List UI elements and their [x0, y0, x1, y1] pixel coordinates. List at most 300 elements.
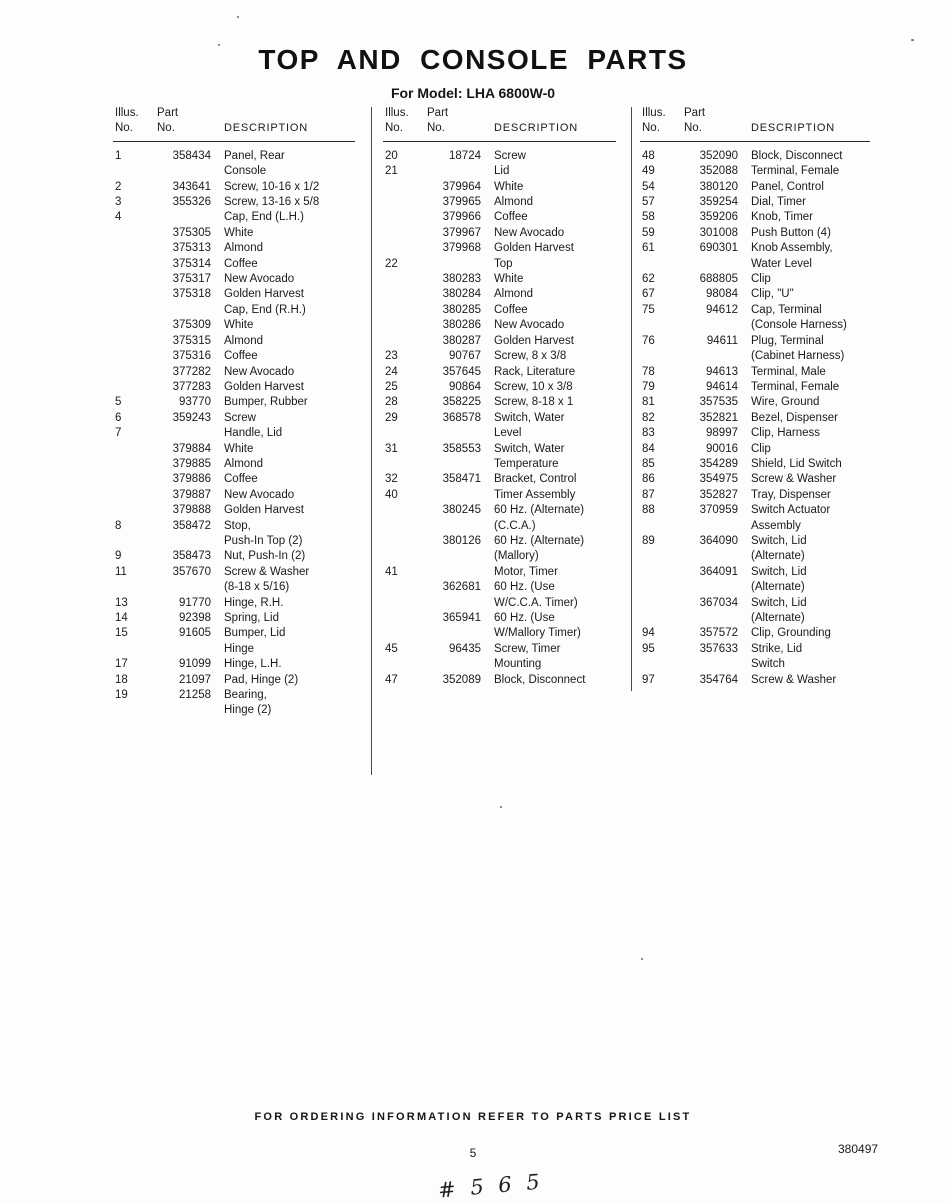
part-no: 379967	[442, 226, 481, 239]
part-no: 380126	[442, 534, 481, 547]
footer-note: FOR ORDERING INFORMATION REFER TO PARTS PRICE LIST	[254, 1111, 692, 1123]
part-no: 354289	[699, 457, 738, 470]
illus-no	[640, 257, 678, 272]
description: Hinge	[224, 642, 255, 655]
header-illus-label: Illus.	[115, 107, 139, 119]
table-row	[640, 642, 880, 673]
illus-no	[113, 703, 151, 718]
illus-no	[383, 226, 421, 241]
table-row	[640, 287, 880, 302]
part-no: 98084	[706, 288, 738, 301]
description: Stop,	[224, 519, 251, 532]
illus-no	[640, 549, 678, 564]
description: Golden Harvest	[224, 504, 304, 517]
part-no: 343641	[172, 180, 211, 193]
table-row	[113, 411, 365, 426]
table-row	[113, 303, 365, 318]
table-row	[383, 226, 626, 241]
part-no: 368578	[442, 411, 481, 424]
part-no: 352821	[699, 411, 738, 424]
page-number: 5	[469, 1146, 477, 1160]
description: (Alternate)	[751, 581, 805, 594]
illus-no: 45	[385, 642, 398, 655]
table-row	[113, 226, 365, 241]
part-no: 380284	[442, 288, 481, 301]
description: (Alternate)	[751, 612, 805, 624]
header-part-label: Part	[157, 107, 179, 119]
illus-no	[640, 565, 678, 580]
table-row	[113, 503, 365, 518]
illus-no	[383, 303, 421, 318]
description: Hinge, L.H.	[224, 658, 282, 671]
table-row	[640, 503, 880, 534]
table-row	[383, 349, 626, 364]
parts-column-2	[383, 106, 626, 688]
illus-no	[383, 657, 421, 672]
part-no	[151, 426, 211, 441]
description: Screw, Timer	[494, 642, 561, 655]
header-spacer	[211, 106, 355, 121]
part-no	[151, 534, 211, 549]
illus-no: 24	[385, 365, 398, 378]
illus-no	[113, 318, 151, 333]
description: Terminal, Female	[751, 165, 840, 178]
table-row	[383, 380, 626, 395]
part-no: 94614	[706, 380, 738, 393]
illus-no: 7	[115, 427, 122, 440]
description: (Cabinet Harness)	[751, 350, 845, 363]
part-no: 352089	[442, 673, 481, 686]
header-part-no: No.	[157, 122, 175, 135]
illus-no: 47	[385, 673, 398, 686]
description: White	[494, 273, 524, 286]
part-no: 357535	[699, 396, 738, 409]
description: Almond	[224, 242, 263, 255]
description: Mounting	[494, 658, 542, 671]
description: Bezel, Dispenser	[751, 411, 838, 424]
table-row	[640, 210, 880, 225]
illus-no: 29	[385, 411, 398, 424]
illus-no: 76	[642, 334, 655, 347]
description: 60 Hz. (Use	[494, 612, 555, 624]
illus-no: 4	[115, 211, 122, 224]
column-divider	[631, 107, 632, 691]
description: Terminal, Male	[751, 365, 826, 378]
table-row	[383, 272, 626, 287]
table-row	[640, 626, 880, 641]
table-row	[640, 442, 880, 457]
part-no: 380245	[442, 504, 481, 517]
table-row	[640, 226, 880, 241]
table-row	[383, 503, 626, 534]
table-row	[640, 241, 880, 272]
table-row	[113, 149, 365, 180]
part-no: 90864	[449, 380, 481, 393]
scan-speck	[218, 44, 220, 46]
illus-no: 32	[385, 473, 398, 486]
header-description: DESCRIPTION	[494, 122, 578, 135]
illus-no	[383, 580, 421, 595]
illus-no: 84	[642, 442, 655, 455]
part-no: 375314	[172, 257, 211, 270]
description: Clip	[751, 442, 771, 455]
part-no: 98997	[706, 427, 738, 440]
part-no: 357670	[172, 565, 211, 578]
illus-no	[113, 349, 151, 364]
description: Hinge (2)	[224, 704, 272, 717]
illus-no	[383, 272, 421, 287]
table-row	[640, 673, 880, 688]
description: Bumper, Lid	[224, 627, 286, 640]
description: Almond	[224, 457, 263, 470]
part-no: 375305	[172, 226, 211, 239]
description: Clip, "U"	[751, 288, 794, 301]
illus-no: 58	[642, 211, 655, 224]
description: Screw & Washer	[751, 673, 837, 686]
illus-no: 54	[642, 180, 655, 193]
description: W/C.C.A. Timer)	[494, 596, 578, 609]
illus-no	[383, 626, 421, 641]
header-spacer	[481, 106, 616, 121]
model-subtitle: For Model: LHA 6800W-0	[390, 85, 556, 101]
illus-no: 83	[642, 427, 655, 440]
part-no	[421, 257, 481, 272]
part-no: 357633	[699, 642, 738, 655]
description: Panel, Rear	[224, 149, 285, 162]
part-no: 359243	[172, 411, 211, 424]
description: Coffee	[224, 350, 258, 363]
illus-no: 3	[115, 196, 122, 209]
illus-no: 19	[115, 689, 128, 702]
illus-no	[113, 534, 151, 549]
illus-no: 85	[642, 457, 655, 470]
description: Coffee	[224, 473, 258, 486]
description: Motor, Timer	[494, 565, 558, 578]
scan-speck	[911, 39, 914, 41]
part-no: 364090	[699, 534, 738, 547]
illus-no	[113, 442, 151, 457]
part-no: 379885	[172, 457, 211, 470]
description: Panel, Control	[751, 180, 824, 193]
table-row	[640, 488, 880, 503]
part-no: 94613	[706, 365, 738, 378]
description: Water Level	[751, 257, 812, 270]
part-no: 94611	[706, 334, 738, 347]
illus-no	[640, 349, 678, 364]
part-no: 377282	[172, 365, 211, 378]
illus-no	[113, 580, 151, 595]
table-row	[640, 180, 880, 195]
table-row	[383, 318, 626, 333]
table-row	[383, 195, 626, 210]
part-no	[151, 210, 211, 225]
illus-no: 22	[385, 257, 398, 270]
illus-no: 9	[115, 550, 122, 563]
part-no: 380120	[699, 180, 738, 193]
table-row	[383, 210, 626, 225]
illus-no	[383, 503, 421, 518]
description: Console	[224, 165, 267, 178]
part-no	[678, 349, 738, 364]
description: Block, Disconnect	[494, 673, 586, 686]
description: Top	[494, 257, 513, 270]
illus-no: 57	[642, 196, 655, 209]
description: Golden Harvest	[224, 380, 304, 393]
description: Screw, 8 x 3/8	[494, 350, 567, 363]
table-row	[113, 365, 365, 380]
table-row	[640, 565, 880, 596]
table-row	[383, 149, 626, 164]
part-no: 358434	[172, 149, 211, 162]
table-row	[113, 195, 365, 210]
illus-no: 15	[115, 627, 128, 640]
illus-no: 79	[642, 380, 655, 393]
description: Hinge, R.H.	[224, 596, 284, 609]
part-no: 357572	[699, 627, 738, 640]
part-no: 96435	[449, 642, 481, 655]
illus-no	[113, 241, 151, 256]
description: Clip, Harness	[751, 427, 821, 440]
part-no: 380286	[442, 319, 481, 332]
table-row	[383, 642, 626, 673]
table-row	[113, 549, 365, 564]
illus-no: 87	[642, 488, 655, 501]
description: Golden Harvest	[494, 242, 574, 255]
description: (8-18 x 5/16)	[224, 581, 290, 594]
scan-speck	[500, 806, 502, 808]
table-row	[113, 180, 365, 195]
illus-no: 1	[115, 149, 122, 162]
description: Knob Assembly,	[751, 242, 833, 255]
part-no: 90016	[706, 442, 738, 455]
description: Screw, 8-18 x 1	[494, 396, 574, 409]
part-no: 354975	[699, 473, 738, 486]
header-spacer	[738, 106, 870, 121]
table-row	[640, 472, 880, 487]
illus-no	[113, 272, 151, 287]
illus-no	[113, 334, 151, 349]
illus-no: 95	[642, 642, 655, 655]
part-no	[678, 657, 738, 672]
part-no: 379886	[172, 473, 211, 486]
table-row	[113, 272, 365, 287]
part-no: 375309	[172, 319, 211, 332]
table-row	[113, 334, 365, 349]
description: (C.C.A.)	[494, 519, 536, 532]
table-row	[383, 534, 626, 565]
illus-no: 61	[642, 242, 655, 255]
description: Pad, Hinge (2)	[224, 673, 299, 686]
illus-no: 89	[642, 534, 655, 547]
description: Switch, Lid	[751, 565, 807, 578]
part-no: 301008	[699, 226, 738, 239]
description: White	[224, 226, 254, 239]
description: Cap, Terminal	[751, 303, 822, 316]
description: Screw, 13-16 x 5/8	[224, 196, 320, 209]
part-no: 375318	[172, 288, 211, 301]
part-no: 21097	[179, 673, 211, 686]
part-no: 367034	[699, 596, 738, 609]
header-part-no: No.	[427, 122, 445, 135]
description: Bracket, Control	[494, 473, 577, 486]
illus-no: 2	[115, 180, 122, 193]
illus-no	[383, 549, 421, 564]
table-row	[113, 472, 365, 487]
description: Screw	[224, 411, 256, 424]
illus-no: 13	[115, 596, 128, 609]
description: Switch, Water	[494, 442, 565, 455]
illus-no	[113, 164, 151, 179]
illus-no	[383, 287, 421, 302]
part-no: 359206	[699, 211, 738, 224]
table-row	[113, 442, 365, 457]
illus-no: 8	[115, 519, 122, 532]
part-no: 354764	[699, 673, 738, 686]
table-row	[113, 657, 365, 672]
part-no: 358472	[172, 519, 211, 532]
illus-no: 20	[385, 149, 398, 162]
illus-no	[383, 426, 421, 441]
illus-no: 49	[642, 165, 655, 178]
table-row	[113, 457, 365, 472]
table-row	[113, 688, 365, 719]
illus-no: 6	[115, 411, 122, 424]
description: Timer Assembly	[494, 488, 576, 501]
part-no: 379884	[172, 442, 211, 455]
part-no: 362681	[442, 581, 481, 594]
table-row	[383, 180, 626, 195]
part-no: 92398	[179, 612, 211, 624]
part-no	[678, 519, 738, 534]
scan-speck	[237, 16, 239, 18]
illus-no: 94	[642, 627, 655, 640]
description: Block, Disconnect	[751, 149, 843, 162]
part-no: 379966	[442, 211, 481, 224]
table-row	[640, 272, 880, 287]
part-no: 91605	[179, 627, 211, 640]
table-row	[640, 365, 880, 380]
illus-no	[113, 472, 151, 487]
table-row	[640, 596, 880, 627]
illus-no: 21	[385, 165, 398, 178]
description: Tray, Dispenser	[751, 488, 831, 501]
part-no: 91770	[179, 596, 211, 609]
table-row	[113, 349, 365, 364]
part-no: 364091	[699, 565, 738, 578]
description: 60 Hz. (Alternate)	[494, 534, 585, 547]
description: Lid	[494, 165, 510, 178]
header-illus-label: Illus.	[642, 107, 666, 119]
part-no	[678, 549, 738, 564]
description: New Avocado	[494, 226, 565, 239]
part-no: 90767	[449, 350, 481, 363]
illus-no: 25	[385, 380, 398, 393]
parts-rows	[113, 149, 365, 719]
illus-no: 18	[115, 673, 128, 686]
part-no: 91099	[179, 658, 211, 671]
part-no: 379887	[172, 488, 211, 501]
part-no: 358473	[172, 550, 211, 563]
illus-no	[640, 657, 678, 672]
table-row	[640, 149, 880, 164]
part-no: 375315	[172, 334, 211, 347]
description: Terminal, Female	[751, 380, 840, 393]
part-no: 94612	[706, 303, 738, 316]
description: Level	[494, 427, 522, 440]
description: Handle, Lid	[224, 427, 283, 440]
table-row	[113, 318, 365, 333]
description: Switch Actuator	[751, 504, 831, 517]
illus-no	[640, 519, 678, 534]
part-no	[151, 703, 211, 718]
description: Almond	[494, 196, 533, 209]
table-row	[383, 673, 626, 688]
part-no	[151, 303, 211, 318]
illus-no: 48	[642, 149, 655, 162]
part-no: 379965	[442, 196, 481, 209]
illus-no: 62	[642, 273, 655, 286]
parts-rows	[383, 149, 626, 688]
illus-no: 88	[642, 504, 655, 517]
description: Switch, Lid	[751, 596, 807, 609]
part-no: 379888	[172, 504, 211, 517]
table-row	[640, 195, 880, 210]
table-row	[383, 565, 626, 580]
description: Spring, Lid	[224, 612, 279, 624]
part-no	[421, 164, 481, 179]
description: Switch, Lid	[751, 534, 807, 547]
part-no: 355326	[172, 196, 211, 209]
description: New Avocado	[224, 273, 295, 286]
description: Knob, Timer	[751, 211, 813, 224]
description: Temperature	[494, 457, 559, 470]
table-row	[113, 257, 365, 272]
parts-column-3	[640, 106, 880, 688]
description: Coffee	[224, 257, 258, 270]
table-row	[113, 395, 365, 410]
parts-rows	[640, 149, 880, 688]
description: Bumper, Rubber	[224, 396, 308, 409]
description: Coffee	[494, 303, 528, 316]
part-no: 358471	[442, 473, 481, 486]
illus-no	[383, 210, 421, 225]
table-row	[113, 426, 365, 441]
description: Switch	[751, 658, 785, 671]
part-no	[421, 596, 481, 611]
description: Bearing,	[224, 689, 267, 702]
header-illus-label: Illus.	[385, 107, 409, 119]
header-illus-no: No.	[115, 122, 133, 135]
table-row	[113, 626, 365, 657]
table-row	[383, 611, 626, 642]
part-no	[151, 580, 211, 595]
description: Clip, Grounding	[751, 627, 831, 640]
part-no: 380287	[442, 334, 481, 347]
part-no: 375317	[172, 273, 211, 286]
part-no: 375313	[172, 242, 211, 255]
illus-no	[640, 580, 678, 595]
illus-no	[383, 241, 421, 256]
table-row	[383, 580, 626, 611]
illus-no	[113, 503, 151, 518]
description: New Avocado	[494, 319, 565, 332]
part-no	[421, 426, 481, 441]
description: Screw, 10-16 x 1/2	[224, 180, 320, 193]
illus-no	[383, 534, 421, 549]
description: Clip	[751, 273, 771, 286]
part-no	[421, 657, 481, 672]
illus-no: 31	[385, 442, 398, 455]
